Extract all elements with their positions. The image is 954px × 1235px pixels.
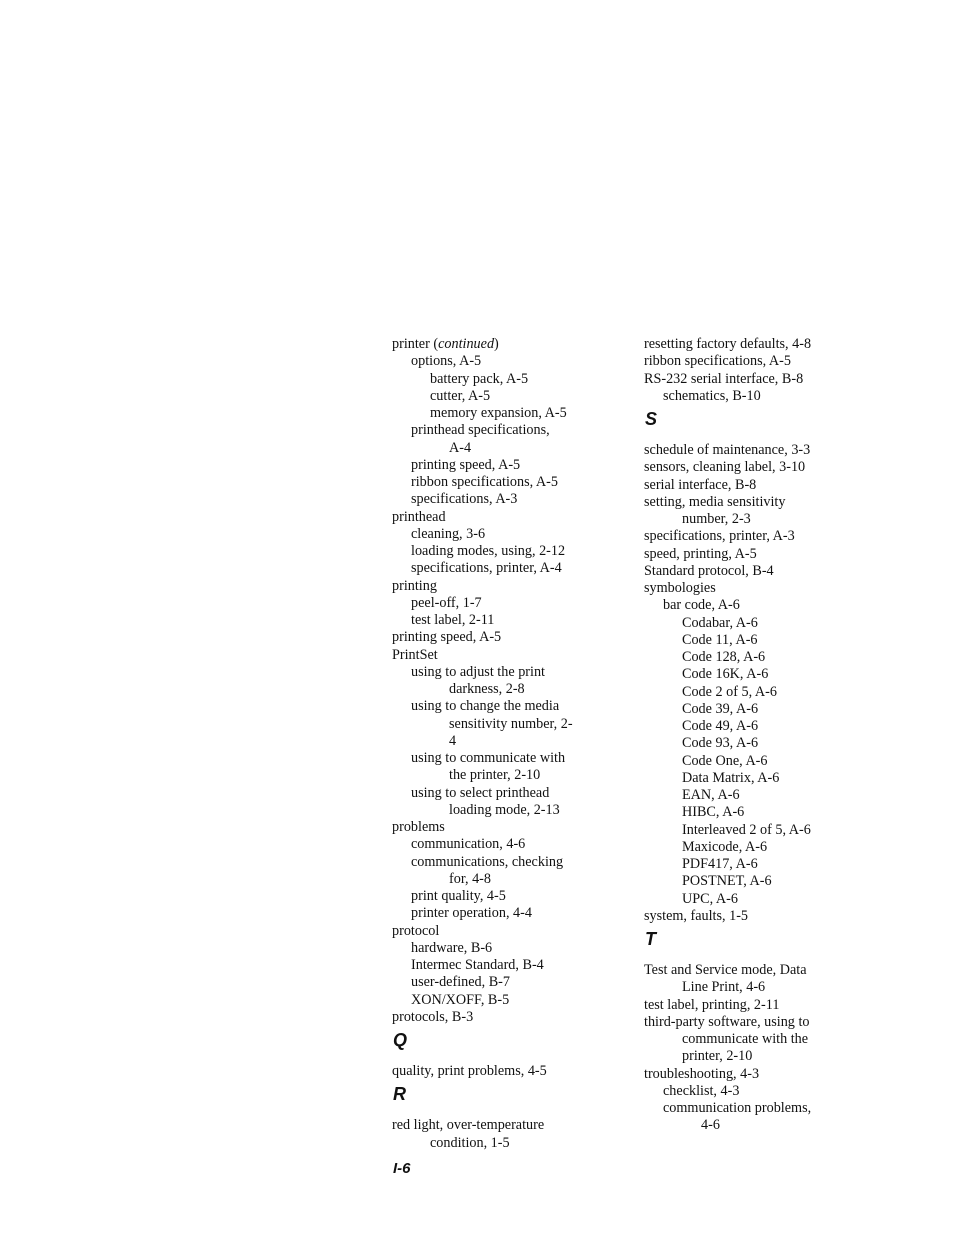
index-entry-text: using to adjust the print bbox=[411, 663, 545, 680]
index-entry-text: memory expansion, A-5 bbox=[430, 405, 567, 421]
index-entry-text: ribbon specifications, A-5 bbox=[644, 353, 791, 370]
index-entry-text: Code 39, A-6 bbox=[682, 700, 759, 717]
index-entry-text: sensors, cleaning label, 3-10 bbox=[644, 459, 806, 476]
index-entry-text: Data Matrix, A-6 bbox=[682, 769, 780, 786]
index-entry bbox=[392, 974, 592, 991]
index-entry-text: setting, media sensitivity bbox=[644, 493, 786, 510]
index-entry-text: system, faults, 1-5 bbox=[644, 907, 749, 924]
index-entry bbox=[644, 632, 834, 649]
index-entry-text: bar code, A-6 bbox=[663, 597, 740, 614]
index-entry bbox=[392, 388, 592, 405]
index-entry bbox=[392, 905, 592, 922]
index-entry bbox=[644, 1031, 834, 1048]
index-entry-text: using to communicate with bbox=[411, 750, 566, 766]
index-entry-text: communicate with the bbox=[682, 1031, 809, 1047]
index-entry-text: hardware, B-6 bbox=[411, 939, 493, 956]
index-entry bbox=[644, 546, 834, 563]
index-entry bbox=[644, 477, 834, 494]
index-entry bbox=[644, 1066, 834, 1083]
index-entry bbox=[392, 733, 592, 750]
index-entry bbox=[392, 664, 592, 681]
index-entry-text: cutter, A-5 bbox=[430, 387, 491, 404]
index-entry-text: RS-232 serial interface, B-8 bbox=[644, 370, 804, 387]
index-entry bbox=[644, 371, 834, 388]
index-entry-text: battery pack, A-5 bbox=[430, 370, 529, 387]
index-entry-text: Test and Service mode, Data bbox=[644, 962, 807, 978]
index-entry bbox=[392, 802, 592, 819]
index-entry bbox=[392, 871, 592, 888]
index-entry bbox=[644, 962, 834, 979]
index-entry bbox=[392, 923, 592, 940]
index-entry bbox=[392, 595, 592, 612]
index-entry-text: test label, printing, 2-11 bbox=[644, 996, 780, 1013]
index-entry bbox=[644, 353, 834, 370]
index-entry-text: print quality, 4-5 bbox=[411, 888, 506, 904]
index-entry bbox=[644, 770, 834, 787]
index-entry-text: checklist, 4-3 bbox=[663, 1082, 740, 1099]
index-entry bbox=[644, 997, 834, 1014]
index-entry bbox=[644, 666, 834, 683]
index-entry-text: using to select printhead bbox=[411, 784, 550, 801]
index-entry-text: communication problems, bbox=[663, 1100, 812, 1116]
index-entry bbox=[644, 839, 834, 856]
index-entry-text: user-defined, B-7 bbox=[411, 974, 510, 991]
index-entry-text: printhead specifications, bbox=[411, 422, 550, 439]
index-entry-text: cleaning, 3-6 bbox=[411, 525, 486, 542]
index-entry bbox=[644, 615, 834, 632]
index-entry bbox=[392, 819, 592, 836]
index-entry-text: ribbon specifications, A-5 bbox=[411, 474, 558, 490]
index-entry-text: protocol bbox=[392, 922, 440, 939]
index-column-right bbox=[644, 336, 834, 1135]
index-entry-text: loading mode, 2-13 bbox=[449, 801, 560, 818]
index-entry-text: loading modes, using, 2-12 bbox=[411, 543, 566, 559]
index-entry-text: PrintSet bbox=[392, 646, 438, 663]
index-entry-text: Code 11, A-6 bbox=[682, 631, 758, 648]
index-entry-text: PDF417, A-6 bbox=[682, 856, 758, 872]
index-entry-text: HIBC, A-6 bbox=[682, 804, 745, 821]
index-entry-text: Line Print, 4-6 bbox=[682, 979, 766, 996]
index-entry bbox=[644, 873, 834, 890]
index-entry-text: 4 bbox=[449, 732, 457, 749]
index-entry bbox=[392, 854, 592, 871]
index-entry-text: schedule of maintenance, 3-3 bbox=[644, 442, 811, 458]
index-entry bbox=[392, 888, 592, 905]
section-letter-heading: S bbox=[645, 409, 658, 429]
index-entry bbox=[644, 1014, 834, 1031]
index-entry bbox=[644, 735, 834, 752]
index-entry-text: troubleshooting, 4-3 bbox=[644, 1065, 760, 1082]
index-entry-text: test label, 2-11 bbox=[411, 612, 495, 628]
index-entry-text: problems bbox=[392, 819, 445, 835]
index-entry-text: sensitivity number, 2- bbox=[449, 715, 573, 732]
index-entry bbox=[392, 1135, 592, 1152]
index-entry-text: printhead bbox=[392, 508, 446, 525]
index-entry bbox=[392, 560, 592, 577]
index-entry bbox=[392, 992, 592, 1009]
index-entry bbox=[392, 1063, 592, 1080]
index-entry bbox=[392, 405, 592, 422]
index-entry bbox=[644, 753, 834, 770]
section-letter-heading: T bbox=[645, 929, 656, 949]
index-entry bbox=[644, 908, 834, 925]
index-entry-text: red light, over-temperature bbox=[392, 1117, 545, 1134]
index-entry-text: specifications, printer, A-3 bbox=[644, 528, 795, 545]
index-entry-text: serial interface, B-8 bbox=[644, 476, 757, 493]
index-entry-text: Code One, A-6 bbox=[682, 752, 768, 769]
index-entry-text: Code 2 of 5, A-6 bbox=[682, 683, 777, 700]
index-entry-text: using to change the media bbox=[411, 698, 560, 715]
index-entry-text: UPC, A-6 bbox=[682, 890, 738, 907]
index-entry-text: specifications, printer, A-4 bbox=[411, 560, 562, 577]
index-entry-text: printer ( bbox=[392, 336, 439, 352]
index-entry bbox=[392, 681, 592, 698]
index-entry-text: communication, 4-6 bbox=[411, 836, 526, 853]
index-entry-text: POSTNET, A-6 bbox=[682, 873, 772, 890]
index-entry bbox=[392, 353, 592, 370]
index-entry bbox=[644, 1048, 834, 1065]
index-entry bbox=[644, 388, 834, 405]
index-entry bbox=[392, 1117, 592, 1134]
index-entry-text: Code 93, A-6 bbox=[682, 735, 759, 752]
index-entry bbox=[644, 649, 834, 666]
index-entry bbox=[644, 1100, 834, 1117]
index-entry-text: Standard protocol, B-4 bbox=[644, 562, 774, 579]
index-entry bbox=[644, 494, 834, 511]
index-entry-text: printing speed, A-5 bbox=[411, 456, 521, 473]
index-entry-text: resetting factory defaults, 4-8 bbox=[644, 336, 812, 352]
index-entry bbox=[644, 684, 834, 701]
index-entry-text: options, A-5 bbox=[411, 353, 482, 370]
index-entry bbox=[392, 457, 592, 474]
index-entry-text: protocols, B-3 bbox=[392, 1008, 474, 1025]
index-entry-text: Code 128, A-6 bbox=[682, 649, 766, 665]
index-entry-suffix: ) bbox=[494, 336, 499, 352]
index-entry bbox=[644, 1083, 834, 1100]
index-entry bbox=[644, 442, 834, 459]
index-entry bbox=[644, 891, 834, 908]
index-entry bbox=[392, 785, 592, 802]
index-entry bbox=[644, 822, 834, 839]
index-entry bbox=[644, 1117, 834, 1134]
index-entry bbox=[644, 528, 834, 545]
index-entry bbox=[644, 459, 834, 476]
index-entry bbox=[392, 491, 592, 508]
index-entry bbox=[644, 336, 834, 353]
index-entry bbox=[644, 580, 834, 597]
index-entry-text: for, 4-8 bbox=[449, 870, 491, 887]
index-entry bbox=[644, 787, 834, 804]
index-entry-text: Code 16K, A-6 bbox=[682, 666, 769, 683]
index-entry-text: number, 2-3 bbox=[682, 511, 751, 527]
index-entry bbox=[644, 979, 834, 996]
index-entry-text: communications, checking bbox=[411, 853, 564, 870]
index-entry bbox=[644, 511, 834, 528]
index-entry-text: schematics, B-10 bbox=[663, 387, 761, 404]
index-entry-text: 4-6 bbox=[701, 1117, 720, 1134]
index-entry bbox=[392, 526, 592, 543]
index-entry bbox=[392, 836, 592, 853]
index-entry-text: Intermec Standard, B-4 bbox=[411, 957, 544, 973]
index-entry bbox=[392, 371, 592, 388]
index-entry bbox=[392, 647, 592, 664]
index-entry-text: condition, 1-5 bbox=[430, 1134, 510, 1151]
index-entry bbox=[644, 701, 834, 718]
section-letter-heading: Q bbox=[393, 1030, 408, 1050]
index-entry-text: speed, printing, A-5 bbox=[644, 545, 757, 562]
index-entry bbox=[392, 440, 592, 457]
index-entry-text: XON/XOFF, B-5 bbox=[411, 991, 510, 1008]
index-entry bbox=[644, 597, 834, 614]
index-entry-italic: continued bbox=[438, 336, 495, 352]
index-entry-text: EAN, A-6 bbox=[682, 787, 740, 803]
index-entry bbox=[392, 629, 592, 646]
index-entry bbox=[392, 474, 592, 491]
index-entry bbox=[392, 940, 592, 957]
index-entry-text: specifications, A-3 bbox=[411, 491, 518, 508]
index-entry bbox=[392, 1009, 592, 1026]
index-entry bbox=[644, 563, 834, 580]
index-entry bbox=[392, 767, 592, 784]
index-entry bbox=[392, 543, 592, 560]
index-entry bbox=[644, 856, 834, 873]
index-entry-text: third-party software, using to bbox=[644, 1013, 810, 1030]
index-entry bbox=[392, 509, 592, 526]
index-entry-text: printing speed, A-5 bbox=[392, 629, 502, 646]
index-entry-text: Code 49, A-6 bbox=[682, 718, 759, 734]
index-entry-text: darkness, 2-8 bbox=[449, 681, 525, 697]
index-entry-text: printing bbox=[392, 577, 437, 594]
index-entry bbox=[392, 957, 592, 974]
page-number: I-6 bbox=[393, 1160, 411, 1177]
index-entry bbox=[644, 804, 834, 821]
index-entry bbox=[392, 750, 592, 767]
index-column-left bbox=[392, 336, 592, 1152]
section-letter-heading: R bbox=[393, 1084, 406, 1105]
index-entry bbox=[392, 578, 592, 595]
index-entry-text: the printer, 2-10 bbox=[449, 767, 541, 784]
index-entry-text: A-4 bbox=[449, 439, 472, 456]
index-entry bbox=[392, 698, 592, 715]
index-entry-text: Interleaved 2 of 5, A-6 bbox=[682, 821, 811, 838]
index-entry-text: Codabar, A-6 bbox=[682, 614, 758, 631]
index-entry-text: printer, 2-10 bbox=[682, 1048, 753, 1065]
index-entry bbox=[392, 716, 592, 733]
index-entry-text: printer operation, 4-4 bbox=[411, 905, 532, 922]
index-entry bbox=[392, 612, 592, 629]
index-entry-text: quality, print problems, 4-5 bbox=[392, 1063, 547, 1079]
index-entry-text: symbologies bbox=[644, 580, 716, 596]
index-entry bbox=[392, 422, 592, 439]
index-entry bbox=[644, 718, 834, 735]
index-entry-text: Maxicode, A-6 bbox=[682, 838, 768, 855]
index-entry-text: peel-off, 1-7 bbox=[411, 594, 482, 611]
index-entry bbox=[392, 336, 592, 353]
